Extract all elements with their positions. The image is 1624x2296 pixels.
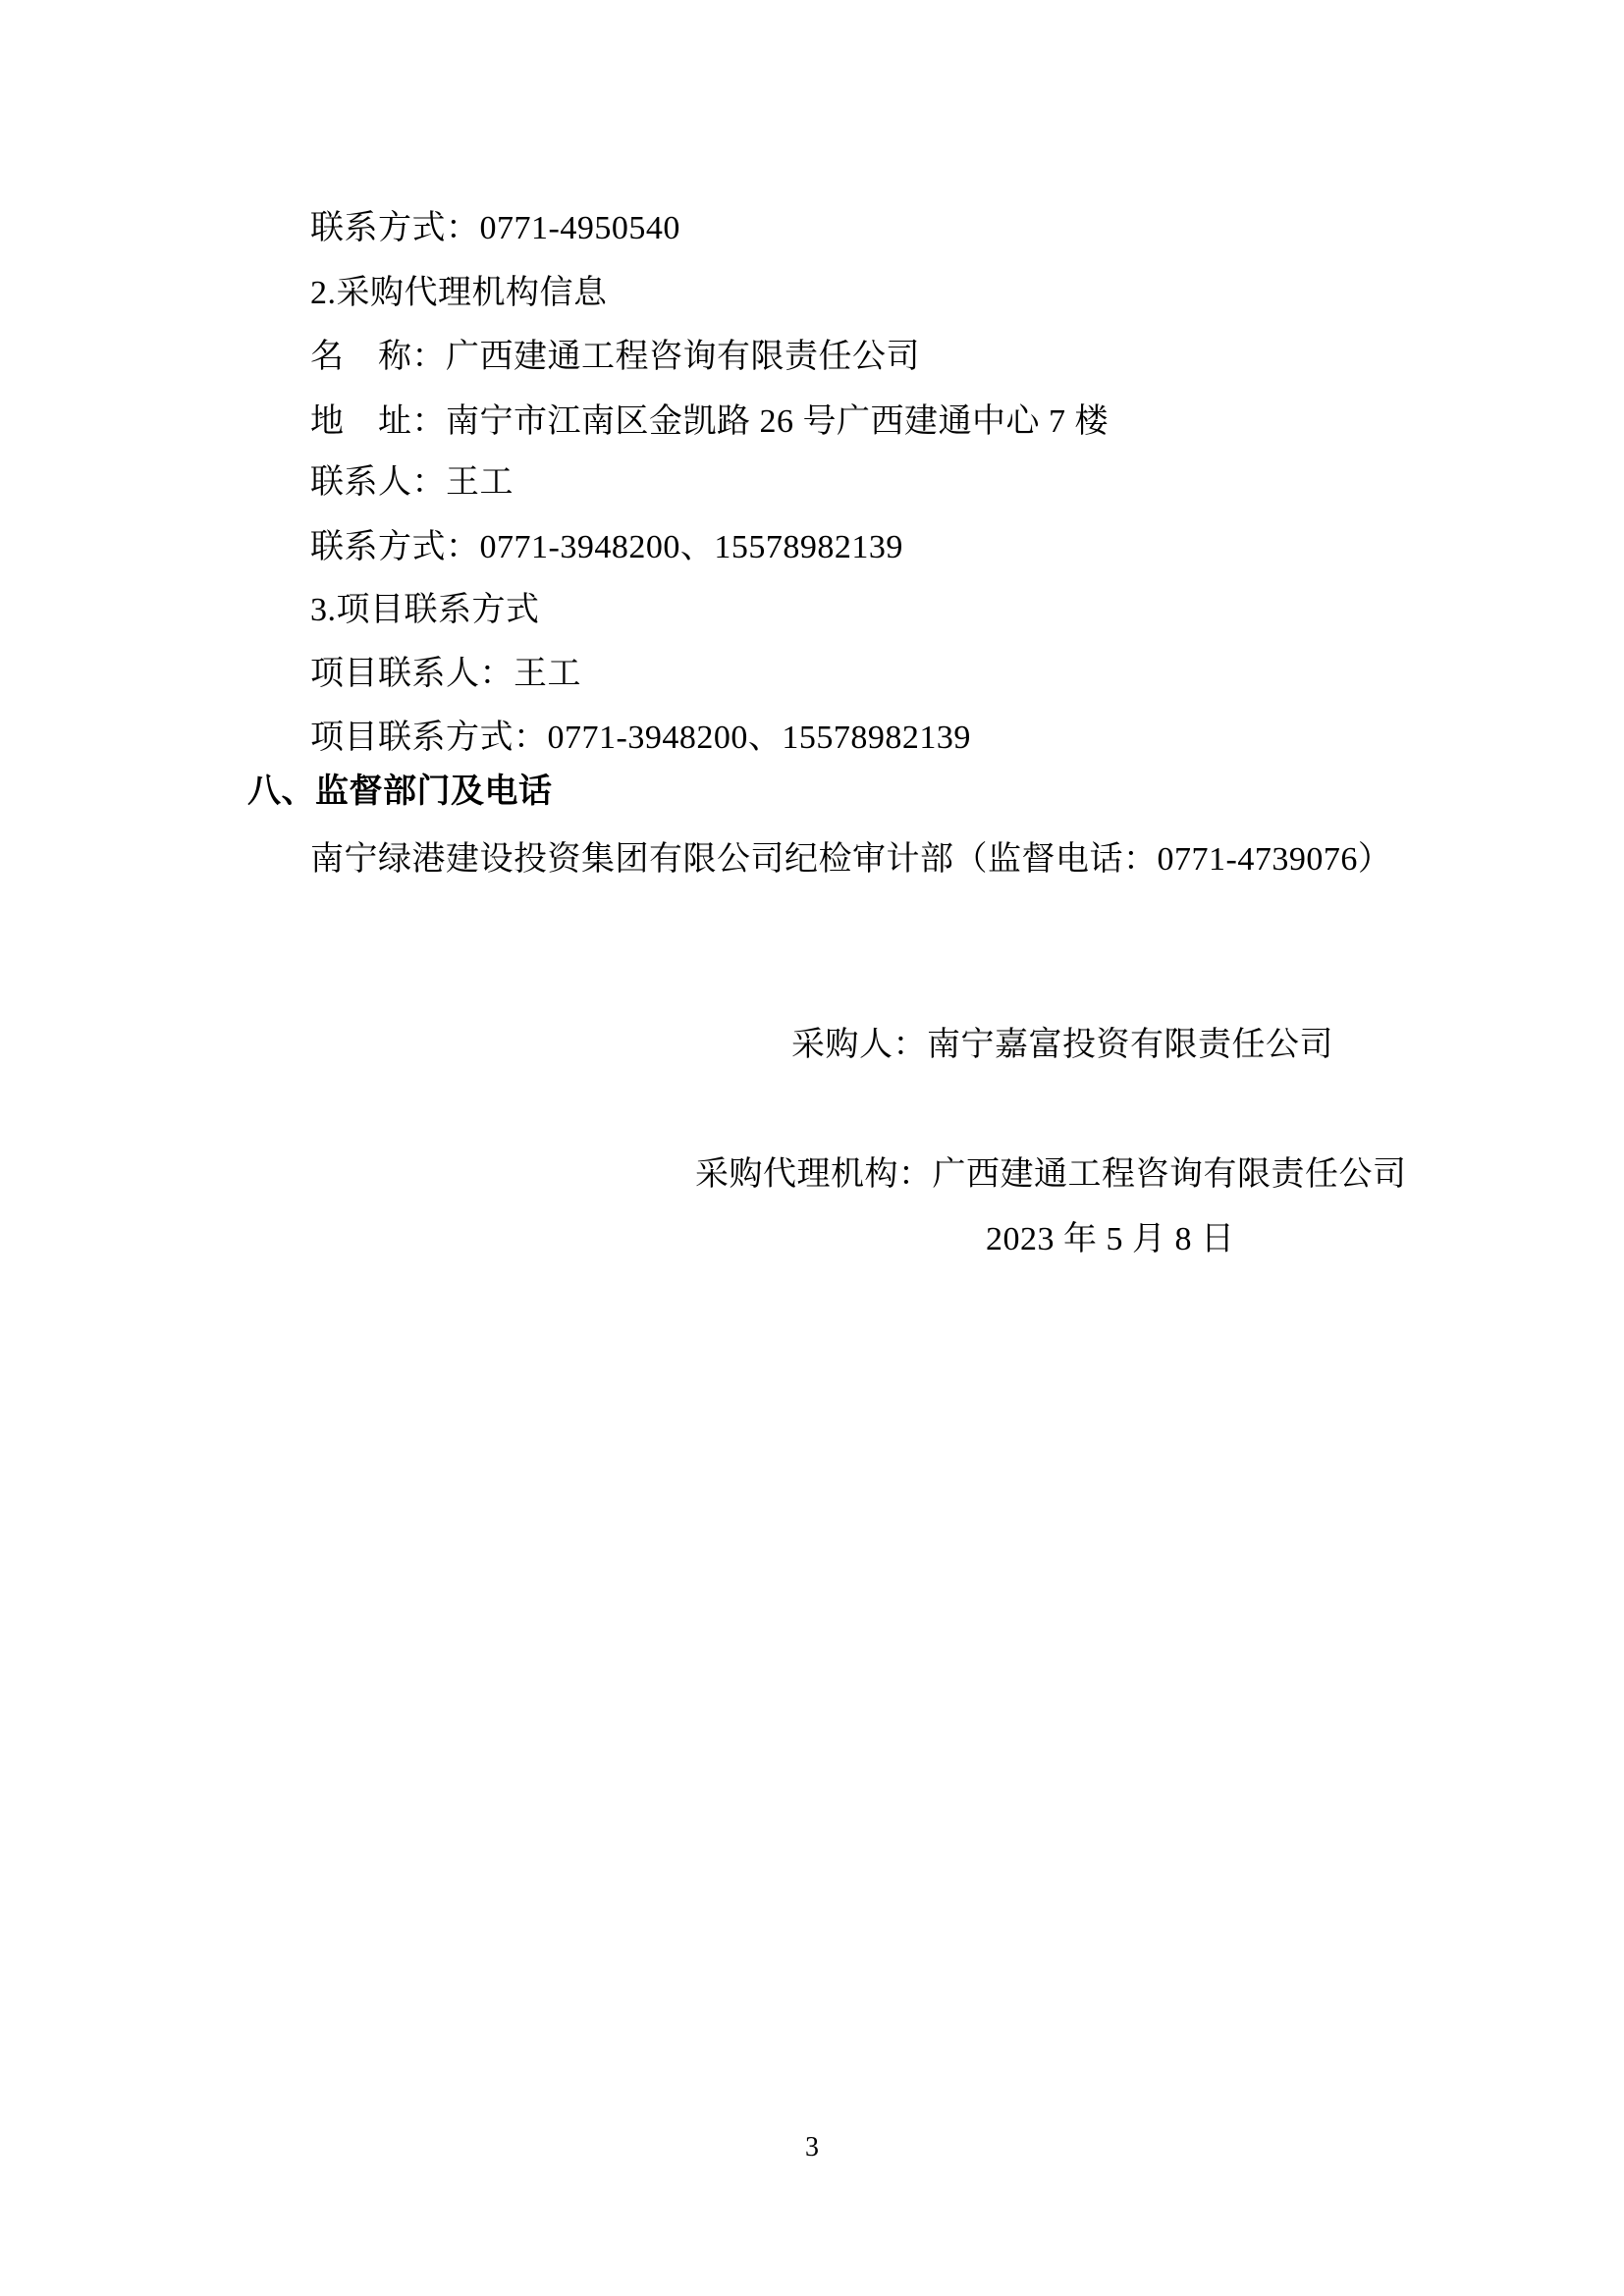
signature-date-line: 2023 年 5 月 8 日 [986, 1221, 1235, 1257]
agency-contact-person-line: 联系人：王工 [310, 464, 514, 501]
section-item-project-contact-heading: 3.项目联系方式 [310, 592, 540, 628]
page-number: 3 [805, 2132, 819, 2163]
project-contact-person-line: 项目联系人：王工 [310, 656, 581, 692]
agency-phone-line: 联系方式：0771-3948200、15578982139 [310, 529, 903, 565]
section-item-agency-info-heading: 2.采购代理机构信息 [310, 275, 608, 311]
agency-address-line: 地 址：南宁市江南区金凯路 26 号广西建通中心 7 楼 [310, 403, 1109, 440]
purchaser-signature-line: 采购人：南宁嘉富投资有限责任公司 [791, 1027, 1333, 1063]
supervision-department-line: 南宁绿港建设投资集团有限公司纪检审计部（监督电话：0771-4739076） [310, 841, 1392, 878]
contact-phone-line: 联系方式：0771-4950540 [310, 210, 680, 246]
agency-name-line: 名 称：广西建通工程咨询有限责任公司 [310, 339, 920, 375]
supervision-section-heading: 八、监督部门及电话 [247, 773, 553, 810]
agency-signature-line: 采购代理机构：广西建通工程咨询有限责任公司 [695, 1156, 1407, 1193]
project-phone-line: 项目联系方式：0771-3948200、15578982139 [310, 720, 971, 756]
